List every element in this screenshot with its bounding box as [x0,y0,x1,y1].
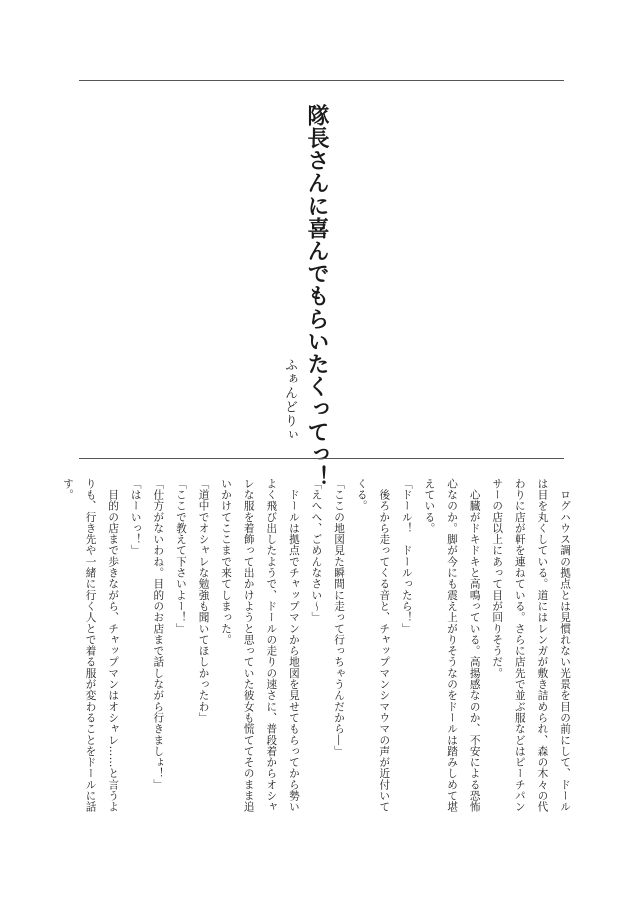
body-line: 後ろから走ってくる音と、チャップマンシマウマの声が近付いて [378,478,391,813]
author-name: ふぁんどりぃ [282,358,297,442]
body-line: ログハウス調の拠点とは見慣れない光景を目の前にして、ドール [559,478,571,813]
body-line: は目を丸くしている。道にはレンガが敷き詰められ、森の木々の代 [536,478,549,813]
top-divider [79,80,564,81]
body-line: 「道中でオシャレな勉強も聞いてほしかったわ」 [197,478,210,724]
body-line: くる。 [355,478,368,512]
body-line: わりに店が軒を連ねている。さらに店先で並ぶ服などはピーチパン [513,478,526,813]
body-line: 「はーいっ！」 [129,478,142,557]
middle-divider [79,458,564,459]
body-line: 「えへへ、ごめんなさい〜」 [310,478,323,623]
story-title: 隊長さんに喜んでもらいたくってっ！ [304,104,330,489]
body-line: す。 [61,478,74,501]
body-line: 「ドール！ ドールったら！」 [400,478,413,635]
body-line: いかけてここまで来てしまった。 [220,478,233,646]
body-line: レな服を着飾って出かけようと思っていた彼女も慌ててそのまま追 [242,478,255,813]
body-line: 心なのか。脚が今にも震え上がりそうなのをドールは踏みしめて堪 [446,478,459,813]
body-line: よく飛び出したようで、ドールの走りの速さに、普段着からオシャ [265,478,278,813]
body-line: 「ここで教えて下さいよー！」 [174,478,187,635]
body-line: 「仕方がないわね。目的のお店まで話しながら行きましょ！」 [152,478,165,791]
body-line: ドールは拠点でチャップマンから地図を見せてもらってから勢い [287,478,300,813]
body-line: サーの店以上にあって目が回りそうだ。 [491,478,504,679]
body-line: 心臓がドキドキと高鳴っている。高揚感なのか、不安による恐怖 [468,478,481,813]
story-body [61,478,576,844]
body-line: 目的の店まで歩きながら、チャップマンはオシャレ……と言うよ [107,478,120,813]
body-line: りも、行き先や一緒に行く人とで着る服が変わることをドールに話 [84,478,97,813]
body-line: えている。 [423,478,436,534]
body-line: 「ここの地図見た瞬間に走って行っちゃうんだから―」 [333,478,346,757]
